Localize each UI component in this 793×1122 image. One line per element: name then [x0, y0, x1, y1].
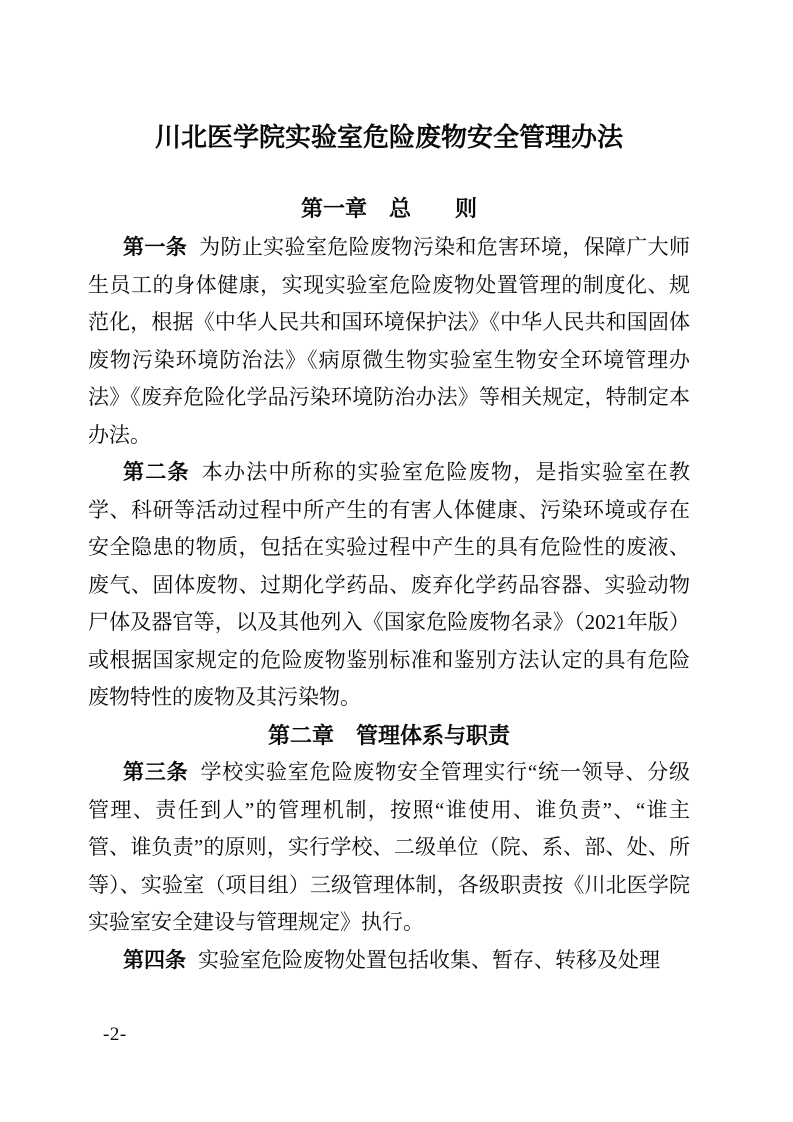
chapter-2-heading: 第二章 管理体系与职责 — [267, 722, 510, 748]
article-3-paragraph — [88, 754, 690, 942]
document-title: 川北医学院实验室危险废物安全管理办法 — [154, 122, 623, 152]
article-2-label: 第二条 — [123, 460, 190, 484]
article-4-text: 实验室危险废物处置包括收集、暂存、转移及处理 — [198, 947, 660, 972]
article-1-label: 第一条 — [123, 235, 188, 259]
article-1-text: 为防止实验室危险废物污染和危害环境，保障广大师生员工的身体健康，实现实验室危险废物处置管理的制度化、规范化，根据《中华人民共和国环境保护法》《中华人民共和国固体废物污染环境防治法》《病原微生物实验室生物安全环境管理办法》《废弃危险化学品污染环境防治办法》等相关规定，特制定本办法。 — [88, 235, 691, 447]
article-4-label: 第四条 — [123, 947, 186, 972]
article-3-text: 学校实验室危险废物安全管理实行“统一领导、分级管理、责任到人”的管理机制，按照“谁使用、谁负责”、“谁主管、谁负责”的原则，实行学校、二级单位（院、系、部、处、所等）、实验室（项目组）三级管理体制，各级职责按《川北医学院实验室安全建设与管理规定》执行。 — [88, 760, 690, 934]
article-3-label: 第三条 — [123, 760, 189, 784]
document-content — [88, 0, 690, 979]
article-2-paragraph — [88, 454, 690, 717]
article-2-text: 本办法中所称的实验室危险废物，是指实验室在教学、科研等活动过程中所产生的有害人体健康、污染环境或存在安全隐患的物质，包括在实验过程中产生的具有危险性的废液、废气、固体废物、过期化学药品、废弃化学药品容器、实验动物尸体及器官等，以及其他列入《国家危险废物名录》（2021年版）或根据国家规定的危险废物鉴别标准和鉴别方法认定的具有危险废物特性的废物及其污染物。 — [88, 460, 690, 709]
chapter-1-heading: 第一章 总 则 — [300, 196, 477, 221]
page-number: -2- — [103, 1024, 127, 1045]
article-4-paragraph — [88, 942, 690, 980]
article-1-paragraph — [88, 229, 690, 454]
